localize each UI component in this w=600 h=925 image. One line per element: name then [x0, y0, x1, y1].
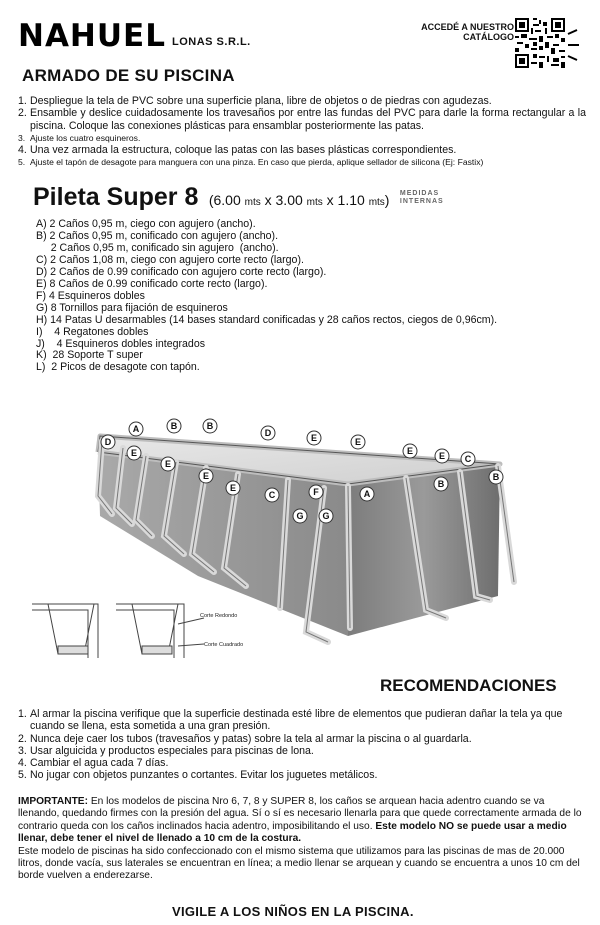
list-item: H) 14 Patas U desarmables (14 bases standard conificadas y 28 caños rectos, ciegos de 0,96cm). — [36, 313, 498, 326]
catalog-line-2: CATÁLOGO — [463, 32, 514, 42]
unit: mts — [306, 197, 323, 208]
list-item: G) 8 Tornillos para fijación de esquineros — [36, 301, 228, 314]
rec-text: Usar alguicida y productos especiales para piscinas de lona. — [30, 744, 314, 757]
rec-text: Cambiar el agua cada 7 días. — [30, 757, 169, 770]
label-d: D — [264, 428, 272, 438]
brand-logo: NAHUEL — [18, 18, 166, 54]
recommendations-title: RECOMENDACIONES — [380, 676, 557, 695]
list-item: J) 4 Esquineros dobles integrados — [36, 337, 206, 350]
list-item: E) 8 Caños de 0.99 conificado corte recto (largo). — [36, 277, 268, 290]
dim-length: 6.00 — [213, 192, 241, 208]
rec-text: Nunca deje caer los tubos (travesaños y patas) sobre la tela al armar la piscina o al guardarla. — [30, 732, 472, 745]
pool-assembly-diagram — [28, 396, 578, 658]
rec-number: 2. — [18, 732, 27, 745]
important-bold: Este modelo NO se puede usar a medio llenar, debe tener el nivel de llenado a 10 cm de la costura. — [18, 820, 567, 845]
list-item: D) 2 Caños de 0.99 conificado con agujero corte recto (largo). — [36, 265, 327, 278]
label-f: F — [313, 487, 319, 497]
catalog-line-1: ACCEDÉ A NUESTRO — [421, 22, 514, 32]
qr-code-icon[interactable] — [515, 18, 565, 68]
step-text: Ajuste los cuatro esquineros. — [30, 132, 141, 143]
step-text: Despliegue la tela de PVC sobre una superficie plana, libre de objetos o de piedras con agudezas. — [30, 95, 492, 107]
step-text: Una vez armada la estructura, coloque las patas con las bases plásticas correspondientes. — [30, 144, 457, 157]
label-a: A — [132, 424, 140, 434]
label-e: E — [229, 483, 237, 493]
unit: mts — [244, 197, 261, 208]
label-b: B — [170, 421, 178, 431]
label-c: C — [268, 490, 276, 500]
list-item — [18, 733, 583, 745]
list-item — [18, 769, 583, 781]
list-item: I) 4 Regatones dobles — [36, 325, 149, 338]
company-suffix: LONAS S.R.L. — [172, 36, 251, 48]
measures-line-2: INTERNAS — [399, 198, 444, 205]
label-e: E — [354, 437, 362, 447]
label-e: E — [164, 459, 172, 469]
dim-height: 1.10 — [337, 192, 365, 208]
list-item — [18, 107, 586, 132]
list-item — [18, 708, 583, 733]
step-text: Ajuste el tapón de desagote para manguera con una pinza. En caso que pierda, aplique sellador de silicona (Ej: Fastix) — [30, 157, 484, 168]
list-item — [18, 757, 583, 769]
list-item: L) 2 Picos de desagote con tapón. — [36, 361, 200, 374]
recommendations-list — [18, 708, 583, 782]
rec-text: No jugar con objetos punzantes o cortantes. Evitar los juguetes metálicos. — [30, 769, 378, 782]
measures-line-1: MEDIDAS — [399, 190, 440, 197]
label-a: A — [363, 489, 371, 499]
important-text-1: En los modelos de piscina Nro 6, 7, 8 y SUPER 8, los caños se arquean hacia adentro cuando se va llenando, quedando firmes con la presión del agua. Sí o sí es necesario llenarla para que quede correctamente armada de lo contrario queda con los caños inclinados hacia adentro, imposibilitando el uso. — [18, 796, 582, 832]
list-item: C) 2 Caños 1,08 m, ciego con agujero corte recto (largo). — [36, 253, 304, 266]
detail-sketch-round — [32, 604, 98, 658]
product-title-row — [33, 183, 444, 212]
label-d: D — [104, 437, 112, 447]
label-e: E — [202, 471, 210, 481]
list-item: A) 2 Caños 0,95 m, ciego con agujero (ancho). — [36, 218, 256, 230]
list-item: K) 28 Soporte T super — [36, 349, 143, 362]
child-safety-warning: VIGILE A LOS NIÑOS EN LA PISCINA. — [172, 904, 414, 919]
step-number: 2. — [18, 107, 27, 120]
list-item — [18, 144, 586, 156]
product-name: Pileta Super 8 — [33, 183, 199, 211]
rec-number: 5. — [18, 769, 27, 782]
detail-sketch-square — [116, 604, 204, 658]
rec-text: Al armar la piscina verifique que la superficie destinada esté libre de elementos que pudieran dañar la tela ya que cuando se llena, esta sometida a una gran presión. — [30, 708, 563, 733]
step-text: Ensamble y deslice cuidadosamente los travesaños por entre las fundas del PVC para darle la forma rectangular a la piscina. Coloque las conexiones plásticas para ensamblar posteriormente las patas. — [30, 107, 586, 132]
list-item: 2 Caños 0,95 m, conificado sin agujero (ancho). — [36, 241, 279, 254]
label-c: C — [464, 454, 472, 464]
step-number: 3. — [18, 132, 26, 143]
detail-square-label: Corte Cuadrado — [204, 642, 244, 648]
list-item — [18, 156, 586, 168]
label-e: E — [406, 446, 414, 456]
paren: ( — [208, 192, 214, 208]
assembly-title: ARMADO DE SU PISCINA — [22, 66, 235, 85]
unit: mts — [368, 197, 385, 208]
paren: ) — [384, 192, 390, 208]
times: x — [326, 192, 334, 208]
list-item: B) 2 Caños 0,95 m, conificado con agujero (ancho). — [36, 229, 279, 242]
label-b: B — [437, 479, 445, 489]
label-e: E — [310, 433, 318, 443]
times: x — [264, 192, 272, 208]
label-b: B — [206, 421, 214, 431]
list-item — [18, 132, 586, 144]
step-number: 1. — [18, 95, 27, 107]
label-g: G — [296, 511, 304, 521]
label-e: E — [438, 451, 446, 461]
rec-number: 4. — [18, 757, 27, 770]
important-note — [18, 796, 583, 883]
dim-width: 3.00 — [275, 192, 303, 208]
product-dimensions — [209, 192, 390, 208]
label-b: B — [492, 472, 500, 482]
catalog-callout — [396, 22, 514, 42]
rec-number: 3. — [18, 744, 27, 757]
qr-ray-icon — [566, 28, 580, 62]
label-e: E — [130, 448, 138, 458]
step-number: 4. — [18, 144, 27, 157]
important-text-2: Este modelo de piscinas ha sido confeccionado con el mismo sistema que utilizamos para las piscinas de mas de 20.000 litros, donde vacía, sus laterales se encuentran en línea; a medio llenar se arquean y cuando se encuentra a unos 10 cm del borde vuelven a enderezarse. — [18, 845, 580, 882]
measures-note — [400, 190, 444, 206]
list-item: F) 4 Esquineros dobles — [36, 289, 145, 302]
list-item — [18, 745, 583, 757]
important-label: IMPORTANTE: — [18, 796, 88, 807]
rec-number: 1. — [18, 708, 27, 720]
detail-round-label: Corte Redondo — [200, 613, 238, 619]
list-item — [18, 95, 586, 107]
label-g: G — [322, 511, 330, 521]
assembly-steps — [18, 95, 586, 169]
step-number: 5. — [18, 157, 26, 168]
parts-list — [36, 219, 497, 374]
